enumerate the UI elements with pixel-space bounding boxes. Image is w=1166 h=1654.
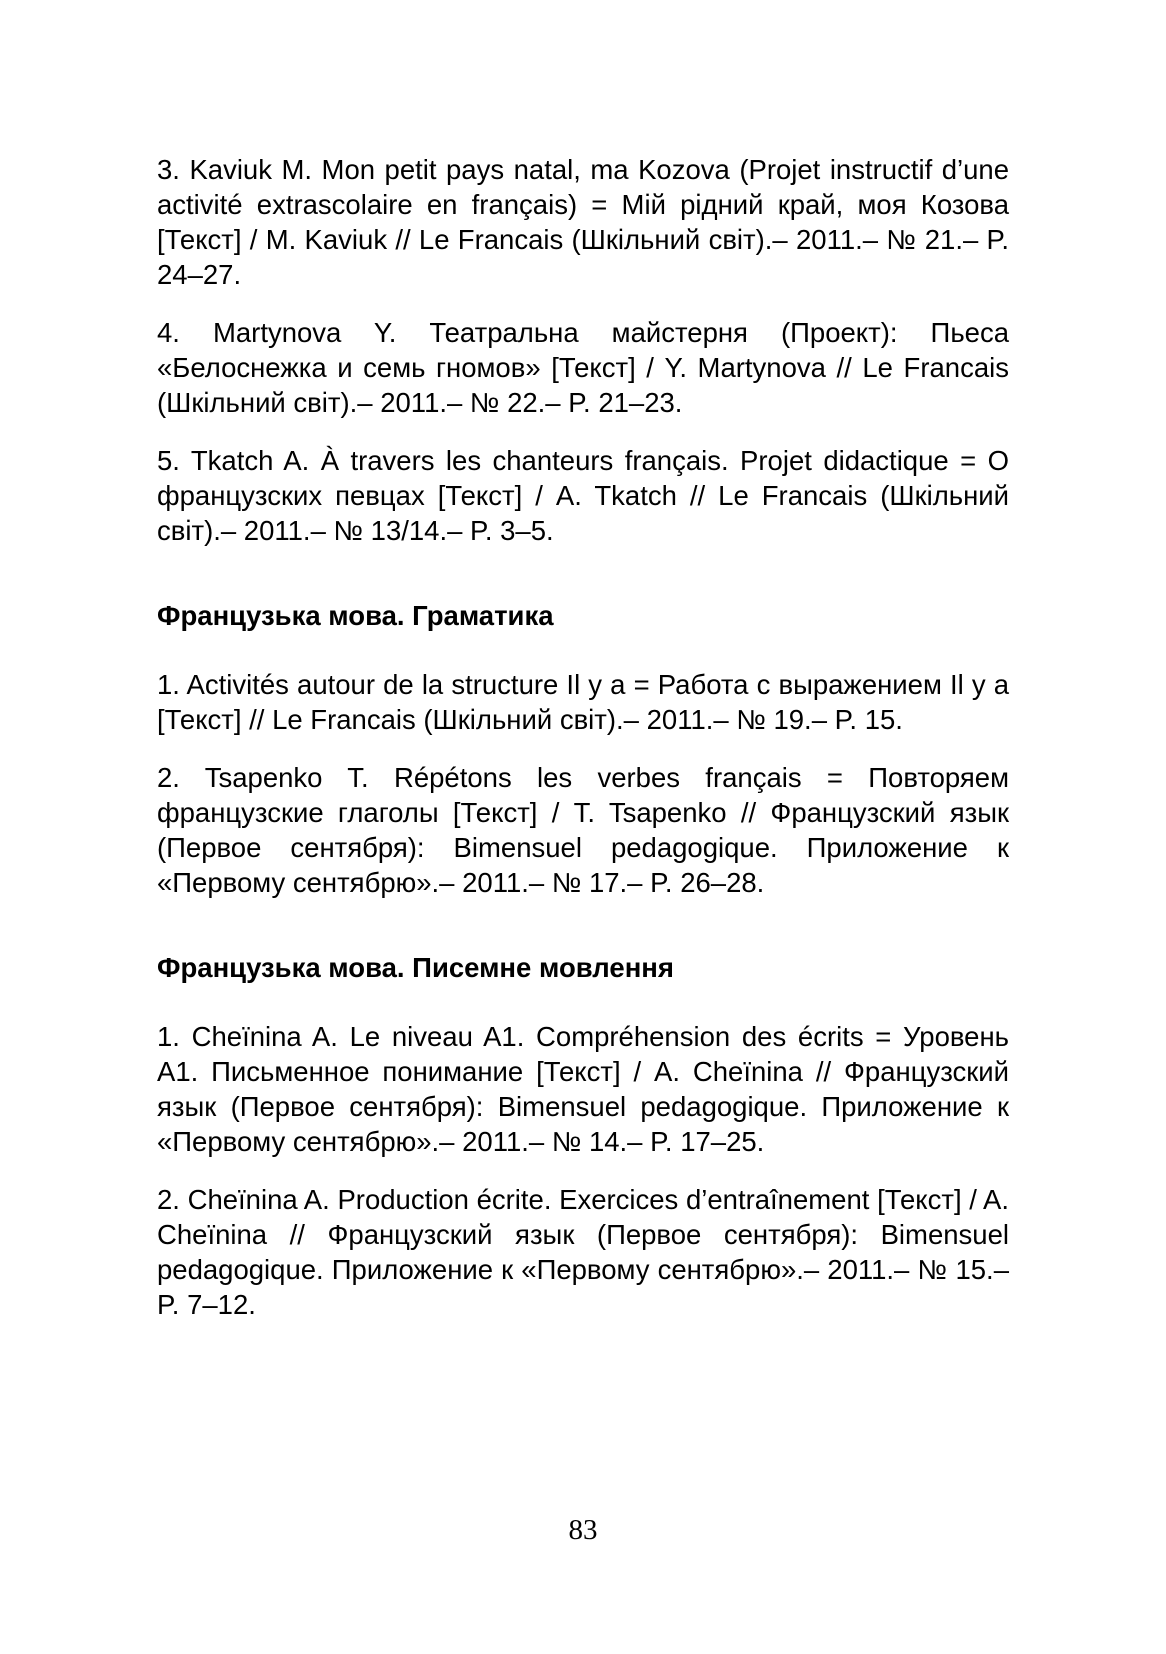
bibliography-entry: 1. Cheïnina A. Le niveau A1. Compréhension des écrits = Уровень A1. Письменное понимание [Текст] / A. Cheïnina // Французский язык (Первое сентября): Bimensuel pedagogique. Приложение к «Первому сентябрю».– 2011.– № 14.– P. 17–25. — [157, 1021, 1009, 1157]
continued-entries — [157, 152, 1009, 548]
bibliography-entry: 4. Martynova Y. Театральна майстерня (Проект): Пьеса «Белоснежка и семь гномов» [Текст] / Y. Martynova // Le Francais (Шкільний світ).– 2011.– № 22.– P. 21–23. — [157, 317, 1009, 418]
page-number: 83 — [568, 1514, 598, 1546]
section-grammar — [157, 598, 1009, 900]
bibliography-entry: 5. Tkatch A. À travers les chanteurs français. Projet didactique = О французских певцах [Текст] / A. Tkatch // Le Francais (Шкільний світ).– 2011.– № 13/14.– P. 3–5. — [157, 445, 1009, 546]
bibliography-entry: 1. Activités autour de la structure Il y a = Работа с выражением Il y a [Текст] // Le Francais (Шкільний світ).– 2011.– № 19.– P. 15. — [157, 669, 1009, 735]
bibliography-entry: 2. Tsapenko T. Répétons les verbes français = Повторяем французские глаголы [Текст] / T. Tsapenko // Французский язык (Первое сентября): Bimensuel pedagogique. Приложение к «Первому сентябрю».– 2011.– № 17.– P. 26–28. — [157, 762, 1009, 898]
bibliography-entry: 3. Kaviuk M. Mon petit pays natal, ma Kozova (Projet instructif d’une activité extrascolaire en français) = Мій рідний край, моя Козова [Текст] / M. Kaviuk // Le Francais (Шкільний світ).– 2011.– № 21.– P. 24–27. — [157, 154, 1009, 290]
section-entries — [157, 667, 1009, 900]
section-entries — [157, 1019, 1009, 1322]
section-writing — [157, 950, 1009, 1322]
page-content — [157, 152, 1009, 1322]
section-heading: Французька мова. Писемне мовлення — [157, 952, 674, 983]
section-heading: Французька мова. Граматика — [157, 600, 554, 631]
bibliography-entry: 2. Cheïnina A. Production écrite. Exercices d’entraînement [Текст] / A. Cheïnina // Французский язык (Первое сентября): Bimensuel pedagogique. Приложение к «Первому сентябрю».– 2011.– № 15.– P. 7–12. — [157, 1184, 1009, 1320]
